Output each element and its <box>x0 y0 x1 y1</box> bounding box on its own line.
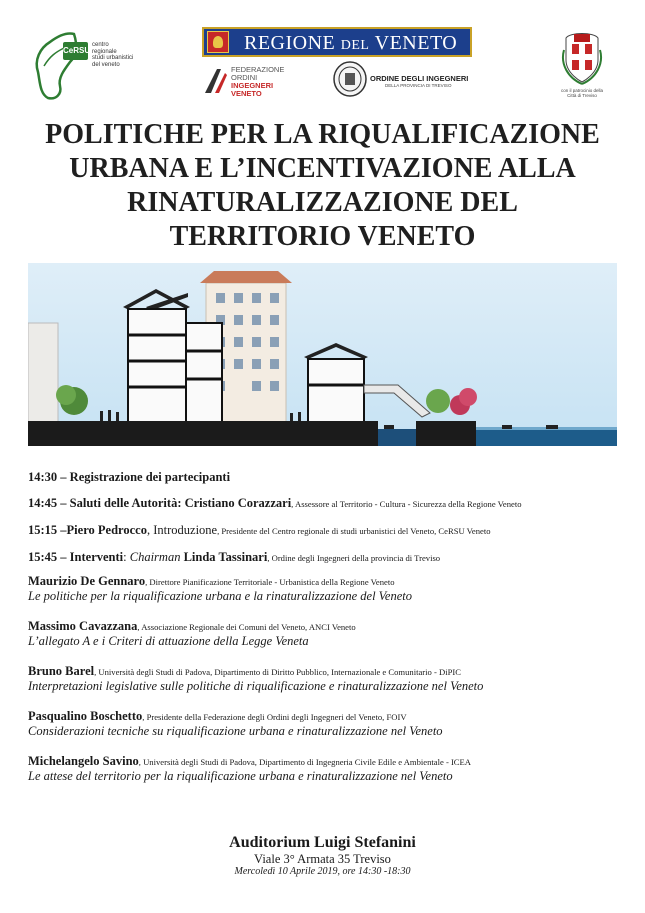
program-time: 15:45 – <box>28 550 67 564</box>
speaker-affiliation: , Associazione Regionale dei Comuni del Veneto, ANCI Veneto <box>137 622 356 632</box>
treviso-label: con il patrocinio della Città di Treviso <box>560 88 604 98</box>
venue-address: Viale 3° Armata 35 Treviso <box>254 852 391 866</box>
program-item-introduction: 15:15 –Piero Pedrocco, Introduzione, Presidente del Centro regionale di studi urbanistici del Veneto, CeRSU Veneto <box>28 523 491 537</box>
speaker-talk-title: L’allegato A e i Criteri di attuazione della Legge Veneta <box>28 634 309 648</box>
ordine-seal-icon <box>333 61 367 97</box>
program-time: 14:30 – <box>28 470 67 484</box>
citta-treviso-logo <box>560 30 604 105</box>
event-date: Mercoledì 10 Aprile 2019, ore 14:30 -18:30 <box>234 866 411 877</box>
program-time: 14:45 – <box>28 496 67 510</box>
treviso-crest-icon <box>560 30 604 88</box>
speaker-affiliation: , Direttore Pianificazione Territoriale - Urbanistica della Regione Veneto <box>145 577 395 587</box>
speaker-name: Massimo Cavazzana <box>28 619 138 633</box>
speaker-talk-title: Interpretazioni legislative sulle politiche di riqualificazione e rinaturalizzazione nel Veneto <box>28 679 484 693</box>
venue-name: Auditorium Luigi Stefanini <box>229 834 416 851</box>
speaker-talk-title: Le politiche per la riqualificazione urbana e la rinaturalizzazione del Veneto <box>28 589 412 603</box>
cersu-badge: CeRSU <box>63 42 88 60</box>
speaker-affiliation: , Università degli Studi di Padova, Dipartimento di Diritto Pubblico, Internazionale e Comunitario - DiPIC <box>94 667 461 677</box>
program-item-registration: 14:30 – Registrazione dei partecipanti <box>28 470 231 484</box>
federazione-text: FEDERAZIONE ORDINI INGEGNERI VENETO <box>231 65 285 98</box>
speaker-item <box>28 574 618 604</box>
speaker-name: Maurizio De Gennaro <box>28 574 146 588</box>
speaker-name: Bruno Barel <box>28 664 95 678</box>
speaker-item <box>28 709 618 739</box>
regione-name: REGIONE DEL VENETO <box>244 32 458 54</box>
cersu-text: centro regionale studi urbanistici del veneto <box>92 42 134 68</box>
speaker-item <box>28 754 618 784</box>
lion-icon <box>207 31 229 53</box>
venue-info <box>0 834 645 878</box>
speaker-name: Pasqualino Boschetto <box>28 709 143 723</box>
program-time: 15:15 – <box>28 523 67 537</box>
speaker-name: Michelangelo Savino <box>28 754 139 768</box>
program-item-interventions: 15:45 – Interventi: Chairman Linda Tassinari, Ordine degli Ingegneri della provincia di Treviso <box>28 550 441 564</box>
urban-illustration <box>28 263 617 446</box>
speaker-talk-title: Considerazioni tecniche su riqualificazione urbana e rinaturalizzazione nel Veneto <box>28 724 443 738</box>
speaker-talk-title: Le attese del territorio per la riqualificazione urbana e rinaturalizzazione nel Veneto <box>28 769 453 783</box>
speaker-item <box>28 619 618 649</box>
regione-veneto-logo <box>202 27 472 57</box>
page-title: POLITICHE PER LA RIQUALIFICAZIONE URBANA E L’INCENTIVAZIONE ALLA RINATURALIZZAZIONE DEL TERRITORIO VENETO <box>45 119 600 252</box>
speaker-item <box>28 664 618 694</box>
speaker-affiliation: , Università degli Studi di Padova, Dipartimento di Ingegneria Civile Edile e Ambientale - ICEA <box>138 757 471 767</box>
cersu-logo <box>30 26 142 104</box>
ordine-subtitle: DELLA PROVINCIA DI TREVISO <box>385 83 452 88</box>
urban-section-image <box>28 263 617 446</box>
federazione-logo <box>203 63 298 99</box>
ordine-title: ORDINE DEGLI INGEGNERI <box>370 74 469 83</box>
speaker-affiliation: , Presidente della Federazione degli Ordini degli Ingegneri del Veneto, FOIV <box>142 712 407 722</box>
federazione-mark-icon <box>203 67 229 95</box>
program-list <box>28 470 618 784</box>
program-item-greetings: 14:45 – Saluti delle Autorità: Cristiano Corazzari, Assessore al Territorio - Cultura - Sicurezza della Regione Veneto <box>28 496 522 510</box>
speaker-list <box>28 574 618 784</box>
ordine-ingegneri-logo <box>333 59 483 101</box>
